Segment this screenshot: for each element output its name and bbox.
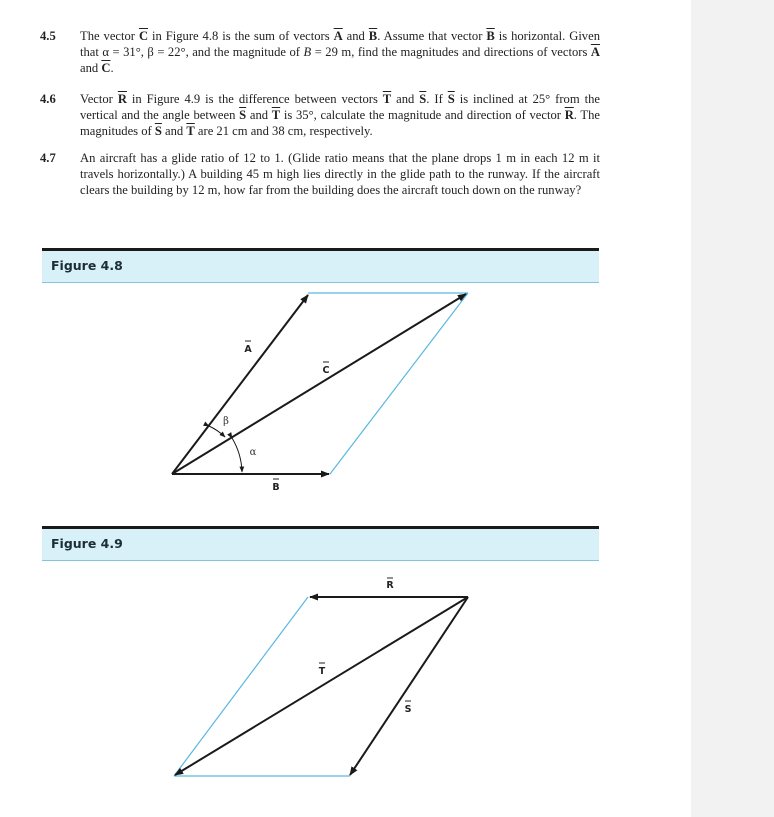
label-c: C [322,365,330,376]
construction-line-right [330,293,468,474]
figure-4-9 [174,578,468,776]
figure-title: Figure 4.9 [51,536,123,551]
label-beta: β [223,416,229,427]
label-b: B [272,482,280,493]
label-r: R [386,580,394,591]
side-panel [691,0,774,817]
angle-beta-arc [209,426,225,437]
problem-number: 4.6 [40,92,56,106]
construction-line-left [174,597,308,776]
vector-a-arrow [172,295,308,474]
label-t: T [318,666,326,677]
label-s: S [404,704,412,715]
vector-t-arrow [175,597,468,775]
vector-c-arrow [172,294,466,474]
angle-alpha-arc [232,438,242,472]
label-alpha: α [249,447,257,458]
problem-number: 4.5 [40,29,56,43]
problem-text: The vector $\overline{C}$ in Figure 4.8 is the sum of vectors $\overline{A}$ and $\overline{B}$. Assume that vector $\overline{B}$ is horizontal. Given that α = 31°, β = 22°, and the magnitude of B = 29 m, find the magnitudes and directions of vectors $\overline{A}$ and $\overline{C}$. [80,29,600,76]
problem-text: Vector $\overline{R}$ in Figure 4.9 is the difference between vectors $\overline{T}$ and $\overline{S}$. If $\overline{S}$ is inclined at 25° from the vertical and the angle between $\overline{S}$ and $\overline{T}$ is 35°, calculate the magnitude and direction of vector $\overline{R}$. The magnitudes of $\overline{S}$ and $\overline{T}$ are 21 cm and 38 cm, respectively. [80,92,601,139]
problem-number: 4.7 [40,151,56,165]
label-a: A [244,344,252,355]
vector-s-arrow [350,597,468,775]
figure-title: Figure 4.8 [51,258,123,273]
figure-4-8 [172,293,468,493]
problem-text: An aircraft has a glide ratio of 12 to 1. (Glide ratio means that the plane drops 1 m in each 12 m it travels horizontally.) A building 45 m high lies directly in the glide path to the runway. If the aircraft clears the building by 12 m, how far from the building does the aircraft touch down on the runway? [80,151,600,198]
